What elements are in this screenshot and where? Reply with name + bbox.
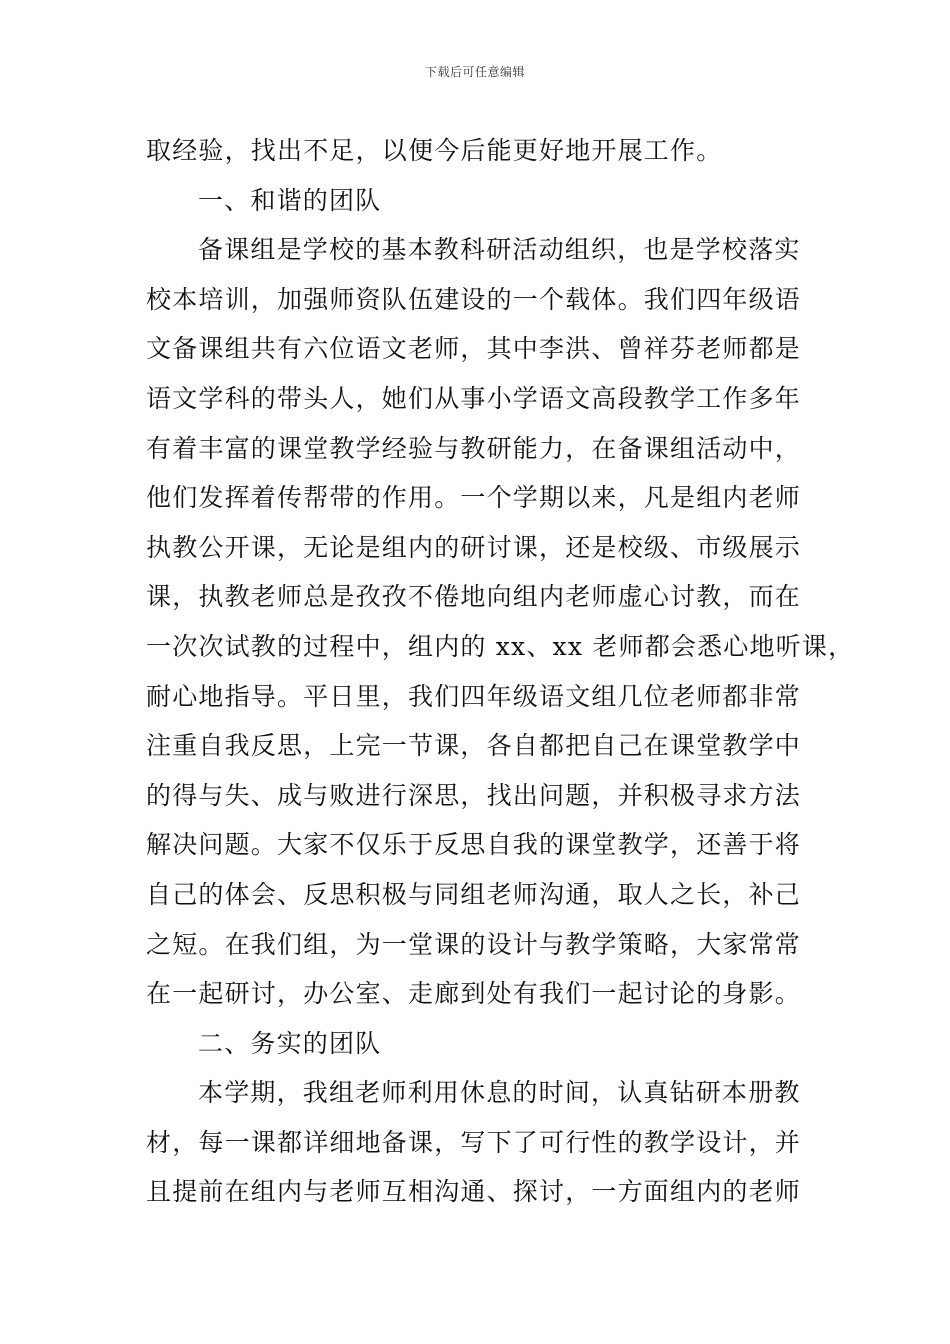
- text-line: 文备课组共有六位语文老师，其中李洪、曾祥芬老师都是: [146, 334, 802, 364]
- text-line: 耐心地指导。平日里，我们四年级语文组几位老师都非常: [146, 681, 802, 711]
- text-line: 之短。在我们组，为一堂课的设计与教学策略，大家常常: [146, 929, 802, 959]
- text-line: 一次次试教的过程中，组内的 xx、xx 老师都会悉心地听课，: [146, 631, 855, 661]
- text-line: 语文学科的带头人，她们从事小学语文高段教学工作多年: [146, 383, 802, 413]
- text-line: 注重自我反思，上完一节课，各自都把自己在课堂教学中: [146, 731, 802, 761]
- text-line: 他们发挥着传帮带的作用。一个学期以来，凡是组内老师: [146, 483, 802, 513]
- text-line: 校本培训，加强师资队伍建设的一个载体。我们四年级语: [146, 284, 802, 314]
- text-line: 解决问题。大家不仅乐于反思自我的课堂教学，还善于将: [146, 830, 802, 860]
- text-line: 本学期，我组老师利用休息的时间，认真钻研本册教: [198, 1078, 801, 1108]
- text-line: 在一起研讨，办公室、走廊到处有我们一起讨论的身影。: [146, 979, 802, 1009]
- text-line: 备课组是学校的基本教科研活动组织，也是学校落实: [198, 235, 801, 265]
- document-body: [146, 126, 855, 1217]
- text-line: 执教公开课，无论是组内的研讨课，还是校级、市级展示: [146, 532, 802, 562]
- section-heading-2: 二、务实的团队: [198, 1028, 382, 1058]
- text-line: 且提前在组内与老师互相沟通、探讨，一方面组内的老师: [146, 1177, 802, 1207]
- text-line: 自己的体会、反思积极与同组老师沟通，取人之长，补己: [146, 879, 802, 909]
- text-line: 有着丰富的课堂教学经验与教研能力，在备课组活动中，: [146, 433, 802, 463]
- section-heading-1: 一、和谐的团队: [198, 185, 382, 215]
- text-line: 课，执教老师总是孜孜不倦地向组内老师虚心讨教，而在: [146, 582, 802, 612]
- page-header: 下载后可任意编辑: [424, 65, 525, 79]
- text-line: 的得与失、成与败进行深思，找出问题，并积极寻求方法: [146, 780, 802, 810]
- text-line: 取经验，找出不足，以便今后能更好地开展工作。: [146, 136, 723, 165]
- text-line: 材，每一课都详细地备课，写下了可行性的教学设计，并: [146, 1127, 802, 1157]
